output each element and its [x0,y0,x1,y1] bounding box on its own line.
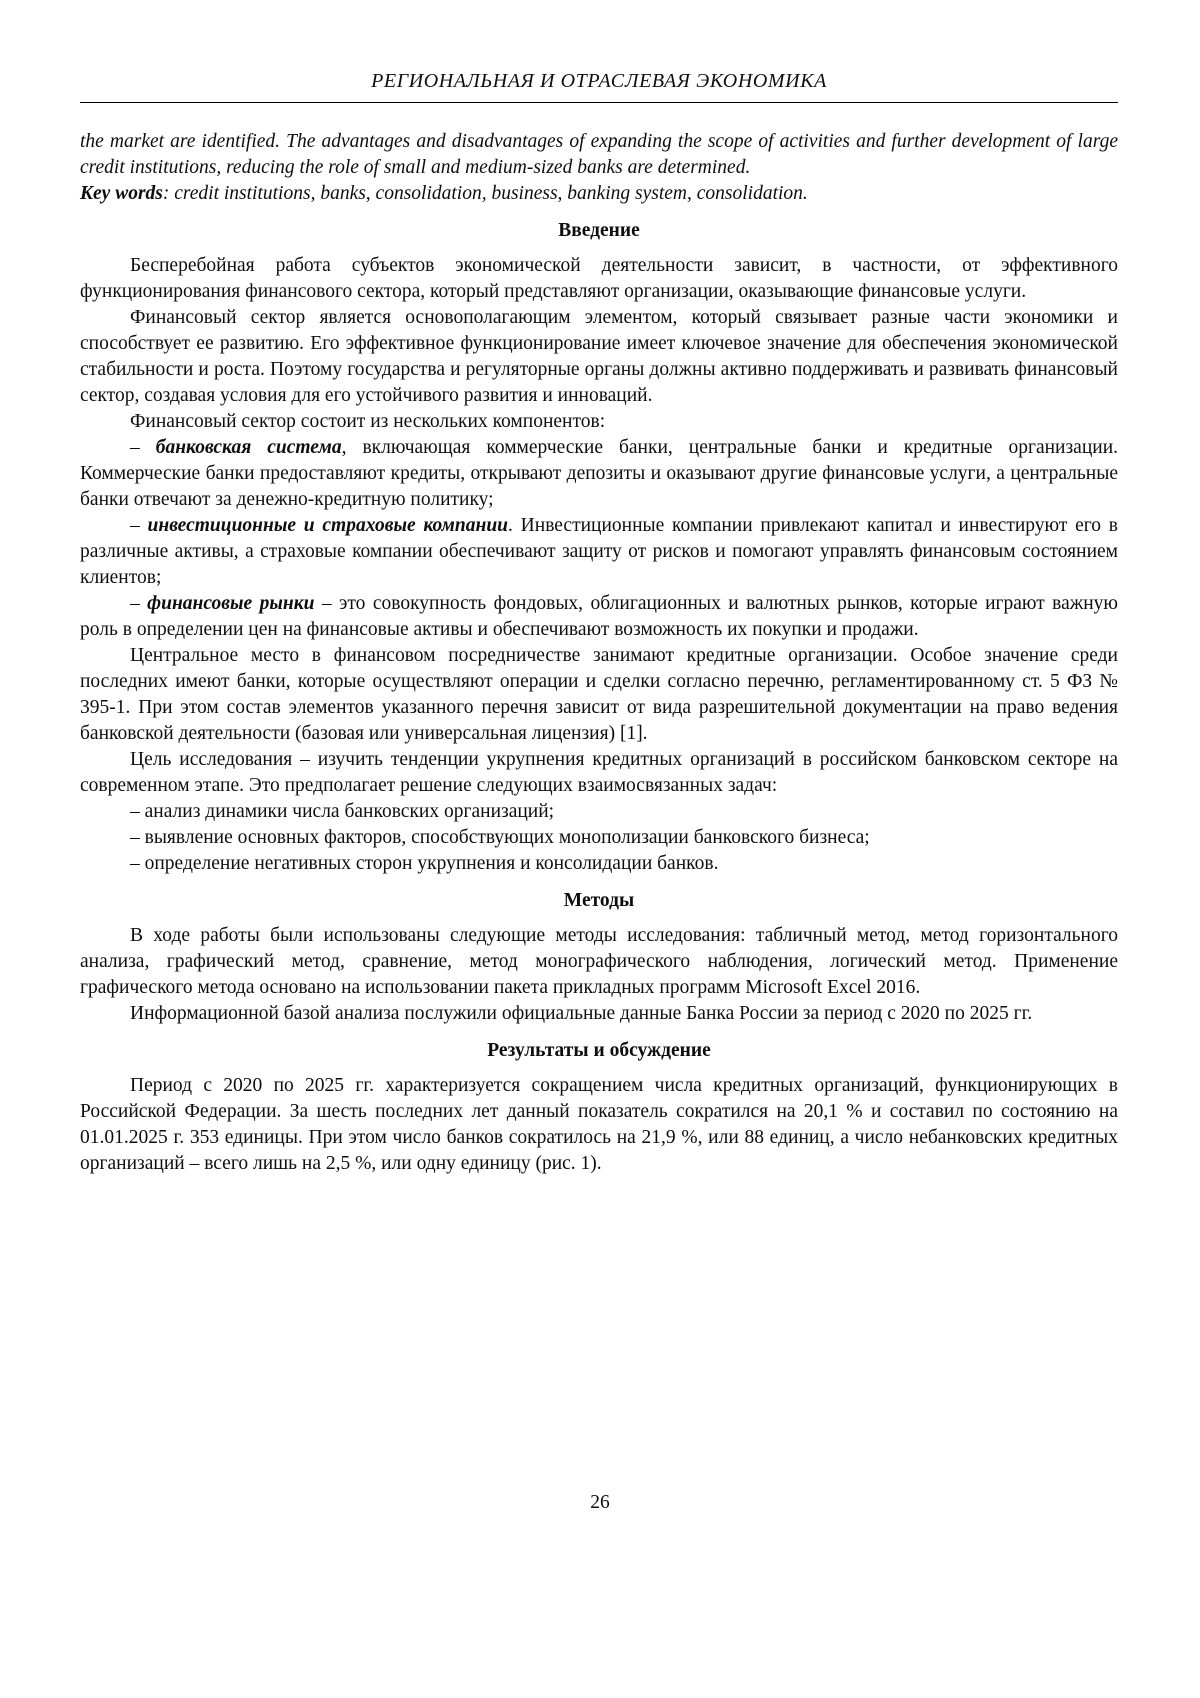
keywords-label: Key words [80,183,163,204]
list-item-investment-insurance [80,513,1118,591]
list-item-banking-system [80,435,1118,513]
page-number: 26 [590,1492,610,1513]
section-heading-methods: Методы [563,890,635,911]
intro-paragraph-1: Бесперебойная работа субъектов экономической деятельности зависит, в частности, от эффективного функционирования финансового сектора, который представляют организации, оказывающие финансовые услуги. [80,255,1118,302]
list-item-dash: – [130,515,148,536]
intro-paragraph-4: Центральное место в финансовом посредничестве занимают кредитные организации. Особое значение среди последних имеют банки, которые осуществляют операции и сделки согласно перечню, регламентированному ст. 5 ФЗ № 395-1. При этом состав элементов указанного перечня зависит от вида разрешительной документации на право ведения банковской деятельности (базовая или универсальная лицензия) [1]. [80,645,1118,744]
list-item-text: – это совокупность фондовых, облигационных и валютных рынков, которые играют важную роль в определении цен на финансовые активы и обеспечивают возможность их покупки и продажи. [80,593,1118,640]
results-paragraph-1: Период с 2020 по 2025 гг. характеризуется сокращением числа кредитных организаций, функционирующих в Российской Федерации. За шесть последних лет данный показатель сократился на 20,1 % и составил по состоянию на 01.01.2025 г. 353 единицы. При этом число банков сократилось на 21,9 %, или 88 единиц, а число небанковских кредитных организаций – всего лишь на 2,5 %, или одну единицу (рис. 1). [80,1075,1118,1174]
task-item-2: – выявление основных факторов, способствующих монополизации банковского бизнеса; [130,827,870,848]
list-item-financial-markets [80,591,1118,643]
section-heading-results: Результаты и обсуждение [487,1040,711,1061]
article-body [80,129,1118,1177]
intro-paragraph-3: Финансовый сектор состоит из нескольких компонентов: [130,411,606,432]
section-heading-introduction: Введение [558,220,640,241]
keywords-line [80,181,1118,207]
intro-paragraph-2: Финансовый сектор является основополагающим элементом, который связывает разные части экономики и способствует ее развитию. Его эффективное функционирование имеет ключевое значение для обеспечения экономической стабильности и роста. Поэтому государства и регуляторные органы должны активно поддерживать и развивать финансовый сектор, создавая условия для его устойчивого развития и инноваций. [80,307,1118,406]
list-item-text: , включающая коммерческие банки, центральные банки и кредитные организации. Коммерческие банки предоставляют кредиты, открывают депозиты и оказывают другие финансовые услуги, а центральные банки отвечают за денежно-кредитную политику; [80,437,1119,510]
list-item-lead: финансовые рынки [147,593,315,614]
methods-paragraph-1: В ходе работы были использованы следующие методы исследования: табличный метод, метод горизонтального анализа, графический метод, сравнение, метод монографического наблюдения, логический метод. Применение графического метода основано на использовании пакета прикладных программ Microsoft Excel 2016. [80,925,1118,998]
list-item-dash: – [130,437,156,458]
methods-paragraph-2: Информационной базой анализа послужили официальные данные Банка России за период с 2020 по 2025 гг. [130,1003,1033,1024]
keywords-text: : credit institutions, banks, consolidation, business, banking system, consolidation. [162,183,808,204]
list-item-lead: инвестиционные и страховые компании [147,515,509,536]
list-item-text: . Инвестиционные компании привлекают капитал и инвестируют его в различные активы, а страховые компании обеспечивают защиту от рисков и помогают управлять финансовым состоянием клиентов; [80,515,1119,588]
task-item-3: – определение негативных сторон укрупнения и консолидации банков. [130,853,719,874]
list-item-lead: банковская система [155,437,342,458]
running-header: РЕГИОНАЛЬНАЯ И ОТРАСЛЕВАЯ ЭКОНОМИКА [80,70,1118,103]
intro-paragraph-5: Цель исследования – изучить тенденции укрупнения кредитных организаций в российском банковском секторе на современном этапе. Это предполагает решение следующих взаимосвязанных задач: [80,749,1118,796]
list-item-dash: – [130,593,148,614]
task-item-1: – анализ динамики числа банковских организаций; [130,801,555,822]
abstract-continuation: the market are identified. The advantages and disadvantages of expanding the scope of activities and further development of large credit institutions, reducing the role of small and medium-sized banks are determined. [80,131,1118,178]
